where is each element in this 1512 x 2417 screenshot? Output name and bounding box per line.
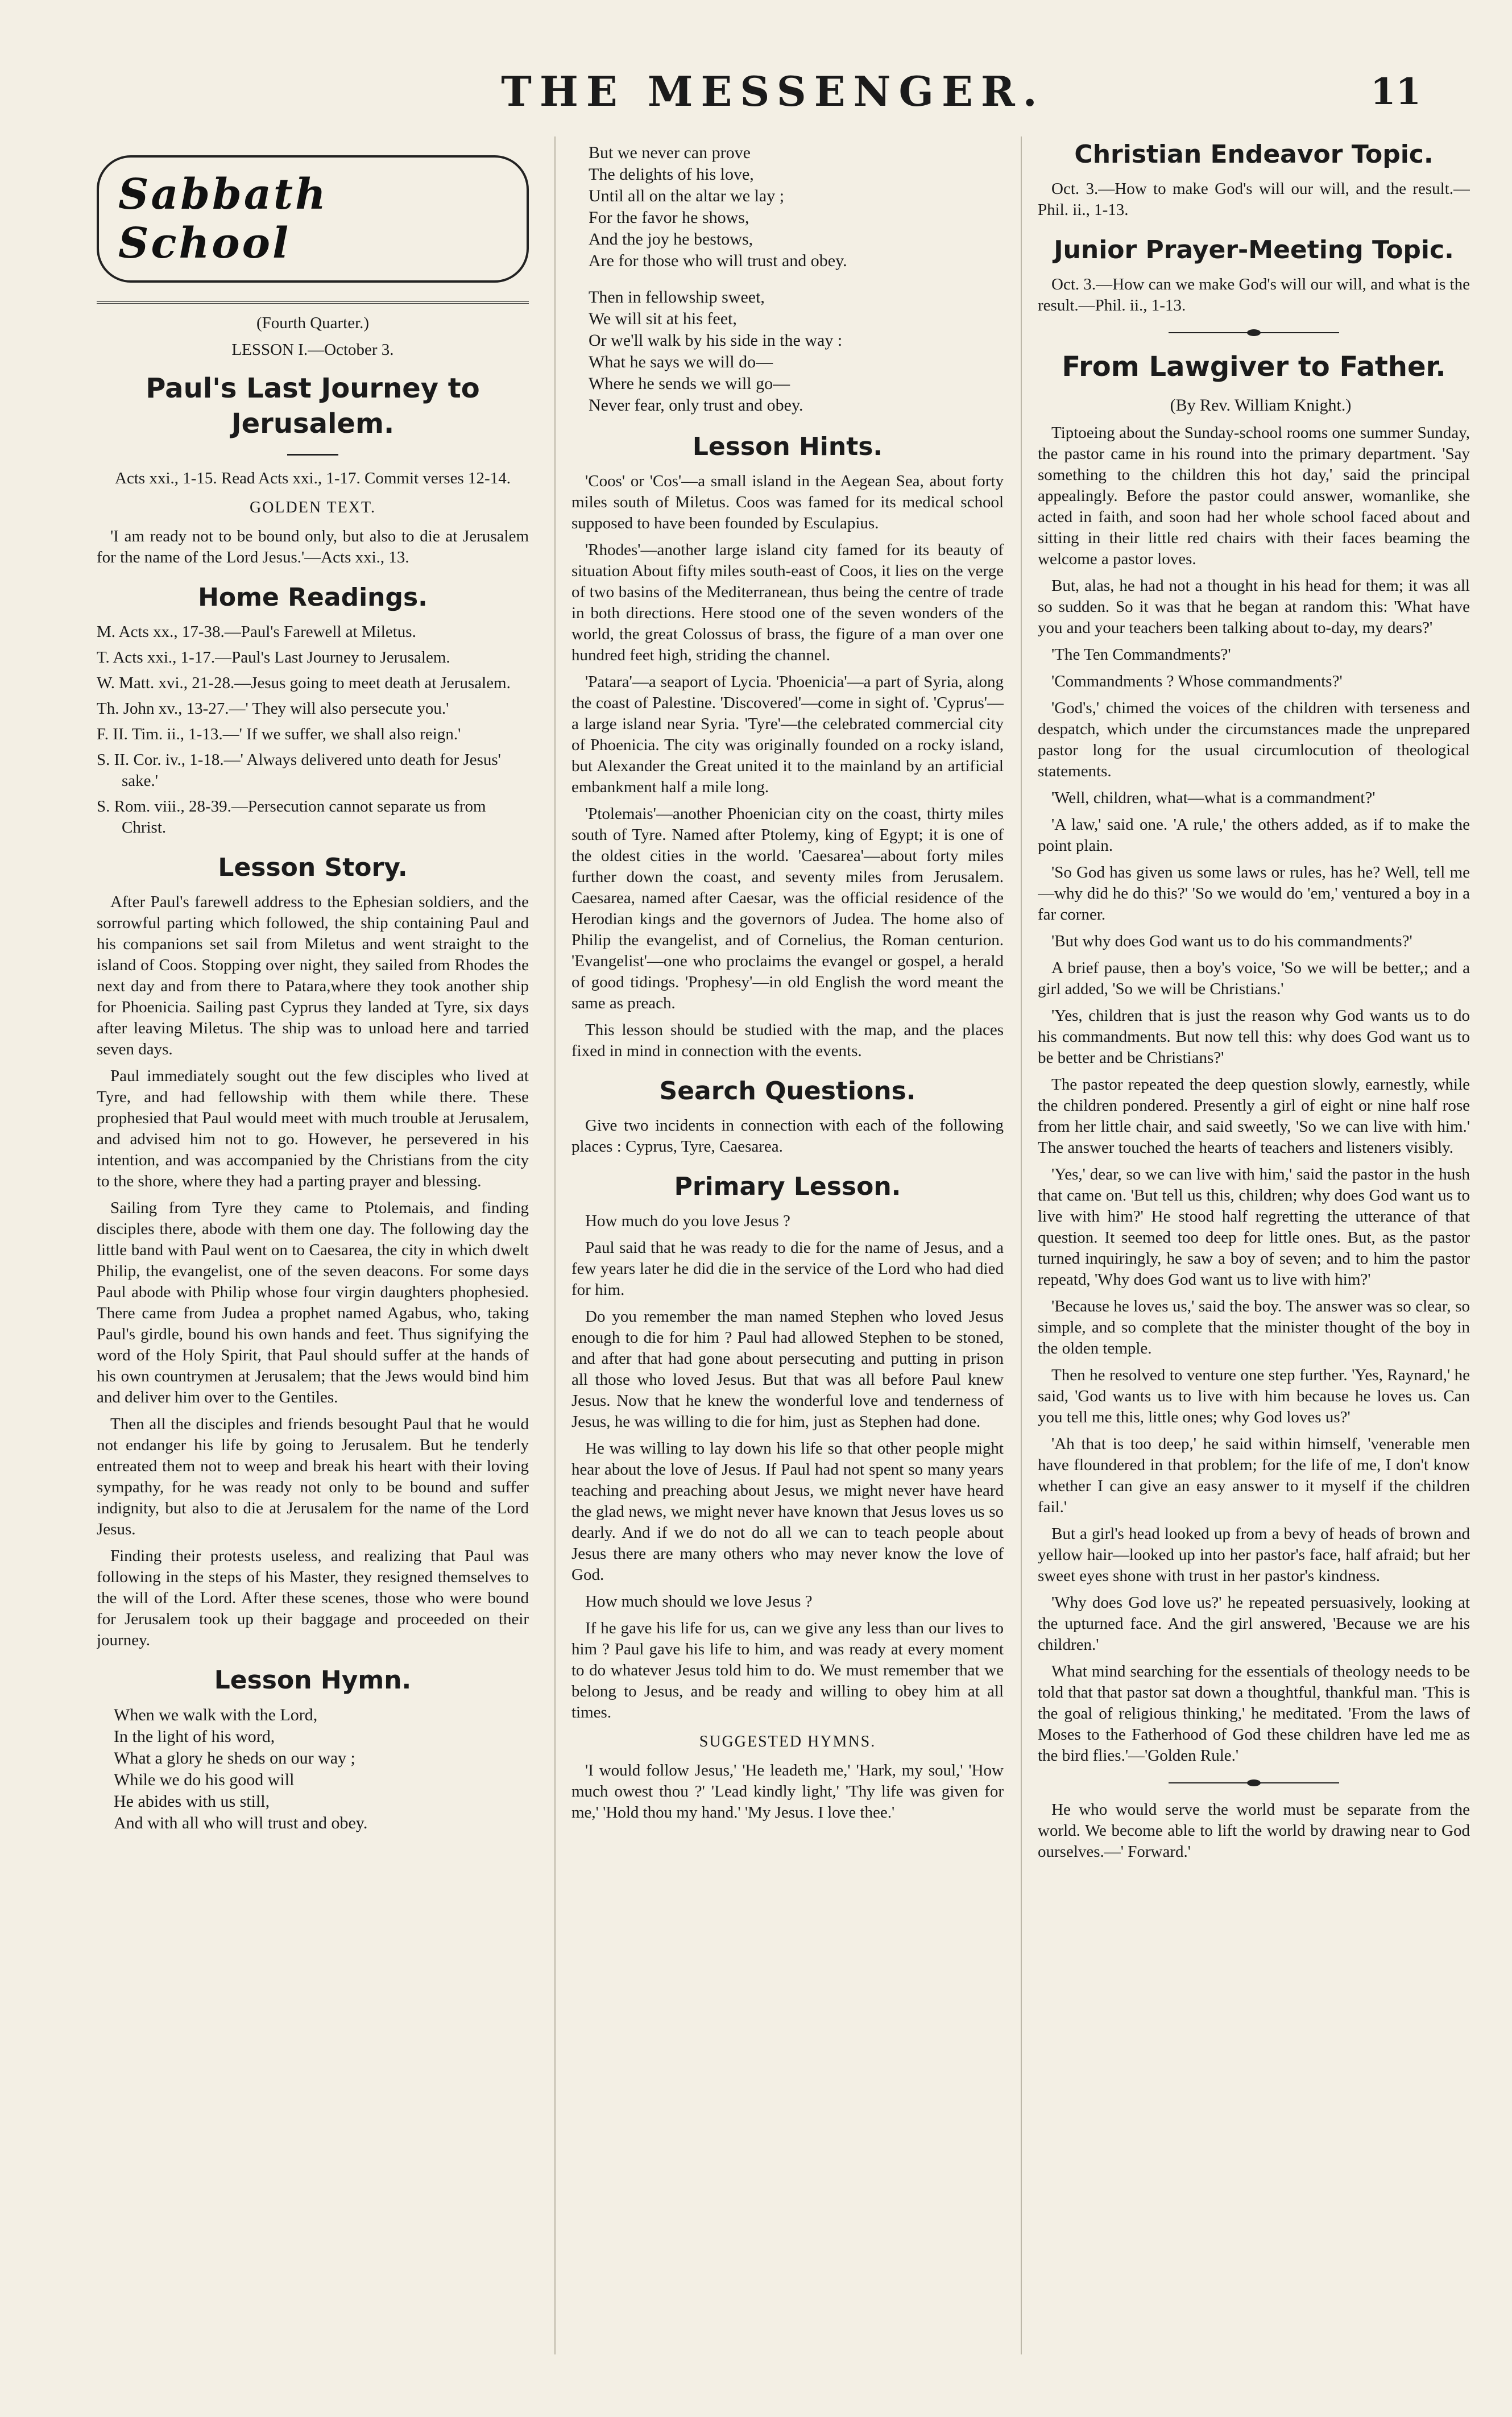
hymn-line: When we walk with the Lord, <box>114 1706 318 1724</box>
christian-endeavor-heading: Christian Endeavor Topic. <box>1074 140 1434 169</box>
hymn-verse <box>97 1704 529 1834</box>
hymn-line: But we never can prove <box>589 143 751 162</box>
home-reading-item: F. II. Tim. ii., 1-13.—' If we suffer, we shall also reign.' <box>97 725 461 743</box>
article-byline: (By Rev. William Knight.) <box>1170 396 1352 415</box>
hymn-line: We will sit at his feet, <box>589 309 737 328</box>
article-paragraph: 'Commandments ? Whose commandments?' <box>1051 672 1343 690</box>
home-reading-item: S. Rom. viii., 28-39.—Persecution cannot separate us from Christ. <box>97 797 486 837</box>
home-readings-heading: Home Readings. <box>198 583 428 612</box>
article-paragraph: 'A law,' said one. 'A rule,' the others added, as if to make the point plain. <box>1038 816 1470 855</box>
primary-paragraph: If he gave his life for us, can we give any less than our lives to him ? Paul gave his life to him, and was ready at every moment to do whatever Jesus told him to do. We must remember that we belong to Jesus, and be ready and willing to obey him at all times. <box>571 1619 1004 1721</box>
primary-paragraph: He was willing to lay down his life so that other people might hear about the love of Jesus. If Paul had not spent so many years teaching and preaching about Jesus, we might never have heard the glad news, we might never have known that Jesus loves us so dearly. And if we do not do all we can to teach people about Jesus there are many others who may never know the love of God. <box>571 1439 1004 1584</box>
hymn-line: Are for those who will trust and obey. <box>589 251 847 270</box>
newspaper-title: THE MESSENGER. <box>501 67 1045 115</box>
lesson-title: Paul's Last Journey to Jerusalem. <box>146 373 480 440</box>
home-reading-item: M. Acts xx., 17-38.—Paul's Farewell at Miletus. <box>97 623 416 641</box>
lesson-number: LESSON I.—October 3. <box>231 341 394 359</box>
article-paragraph: 'Yes,' dear, so we can live with him,' said the pastor in the hush that came on. 'But tell us this, children; why does God want us to live with him?' He stood half regretting the utterance of that question. It seemed too deep for little ones. But, as the pastor turned inquiringly, he saw a boy of seven; and to him the pastor repeatd, 'Why does God want us to live with him?' <box>1038 1165 1470 1289</box>
article-paragraph: But a girl's head looked up from a bevy of heads of brown and yellow hair—looked up into her pastor's face, half afraid; but her sweet eyes shone with trust in her pastor's kindness. <box>1038 1525 1470 1585</box>
closing-quote: He who would serve the world must be separate from the world. We become able to lift the world by drawing near to God ourselves.—' Forward.' <box>1038 1801 1470 1861</box>
story-paragraph: Paul immediately sought out the few disciples who lived at Tyre, and had fellowship with them while there. These prophesied that Paul would meet with much trouble at Jerusalem, and advised him not to go. However, he persevered in his intention, and was accompanied by the Christians from the city to the shore, where they had a parting prayer and blessing. <box>97 1067 529 1190</box>
article-paragraph: 'Yes, children that is just the reason why God wants us to do his commandments. But now tell this: why does God want us to be better and be Christians?' <box>1038 1007 1470 1067</box>
home-readings-list <box>97 622 529 838</box>
hymn-line: While we do his good will <box>114 1770 295 1789</box>
hint-paragraph: This lesson should be studied with the map, and the places fixed in mind in connection with the events. <box>571 1021 1004 1060</box>
hymn-line: And the joy he bestows, <box>589 230 753 249</box>
article-paragraph: Then he resolved to venture one step further. 'Yes, Raynard,' he said, 'God wants us to live with him because he loves us. Can you tell me this, little ones; why God loves us?' <box>1038 1366 1470 1426</box>
hint-paragraph: 'Rhodes'—another large island city famed for its beauty of situation About fifty miles south-east of Coos, it lies on the verge of two basins of the Mediterranean, thus being the centre of trade in both directions. Here stood one of the seven wonders of the world, the great Colossus of brass, the figure of a man over one hundred feet high, striding the channel. <box>571 541 1004 664</box>
article-paragraph: Tiptoeing about the Sunday-school rooms one summer Sunday, the pastor came in his round into the primary department. 'Say something to the children this hot day,' said the principal appealingly. Before the pastor could answer, womanlike, she acted in faith, and soon had her whole school faced about and sitting in their little red chairs with their faces beaming the welcome a pastor loves. <box>1038 424 1470 568</box>
primary-lesson-heading: Primary Lesson. <box>674 1172 901 1201</box>
section-divider <box>1169 1779 1339 1787</box>
hymn-line: Never fear, only trust and obey. <box>589 396 803 415</box>
golden-text-heading: GOLDEN TEXT. <box>249 499 376 516</box>
hint-paragraph: 'Patara'—a seaport of Lycia. 'Phoenicia'—a part of Syria, along the coast of Palestine. 'Discovered'—come in sight of. 'Cyprus'—a large island near Syria. 'Tyre'—the celebrated commercial city of Phoenicia. The city was originally founded on a rocky island, but Alexander the Great united it to the mainland by an artificial embankment half a mile long. <box>571 673 1004 796</box>
sabbath-school-logo <box>97 136 529 304</box>
page-number: 11 <box>1370 71 1421 113</box>
article-paragraph: 'Because he loves us,' said the boy. The answer was so clear, so simple, and so complete that the minister thought of the boy in the olden temple. <box>1038 1297 1470 1358</box>
hymn-line: For the favor he shows, <box>589 208 749 227</box>
article-paragraph: A brief pause, then a boy's voice, 'So we will be better,; and a girl added, 'So we will be Christians.' <box>1038 959 1470 998</box>
story-paragraph: Finding their protests useless, and realizing that Paul was following in the steps of his Master, they resigned themselves to the will of the Lord. After these scenes, those who were bound for Jerusalem took up their baggage and proceeded on their journey. <box>97 1547 529 1649</box>
suggested-hymns-heading: SUGGESTED HYMNS. <box>699 1733 876 1750</box>
search-questions-heading: Search Questions. <box>659 1077 916 1106</box>
column-2 <box>571 136 1004 2372</box>
story-paragraph: Then all the disciples and friends besought Paul that he would not endanger his life by going to Jerusalem. But he tenderly entreated them not to weep and break his heart with their loving sympathy, for he was ready not only to be bound and suffer indignity, but also to die at Jerusalem for the name of the Lord Jesus. <box>97 1415 529 1538</box>
quarter-label: (Fourth Quarter.) <box>256 314 370 332</box>
article-paragraph: 'The Ten Commandments?' <box>1051 645 1231 664</box>
hymn-line: What a glory he sheds on our way ; <box>114 1749 355 1768</box>
article-title: From Lawgiver to Father. <box>1062 351 1446 383</box>
hymn-line: The delights of his love, <box>589 165 754 184</box>
hymn-line: Then in fellowship sweet, <box>589 288 765 307</box>
story-paragraph: Sailing from Tyre they came to Ptolemais, and finding disciples there, abode with them one day. The following day the little band with Paul went on to Caesarea, the city in which dwelt Philip, the evangelist, one of the seven deacons. For some days Paul abode with Philip whose four virgin daughters phophesied. There came from Judea a prophet named Agabus, who, taking Paul's girdle, bound his own hands and feet. Thus signifying the word of the Holy Spirit, that Paul should suffer at the hands of his own countrymen at Jerusalem; that the Jews would bind him and deliver him over to the Gentiles. <box>97 1199 529 1406</box>
hymn-line: Or we'll walk by his side in the way : <box>589 331 843 350</box>
hint-paragraph: 'Ptolemais'—another Phoenician city on the coast, thirty miles south of Tyre. Named after Ptolemy, king of Egypt; it is one of the oldest cities in the world. 'Caesarea'—about forty miles further down the coast, and seventy miles from Jerusalem. Caesarea, named after Caesar, was the official residence of the Herodian kings and the governors of Judea. The home also of Philip the evangelist, and of Cornelius, the Roman centurion. 'Evangelist'—one who proclaims the evangel or gospel, a herald of good tidings. 'Prophesy'—in old English the word meant the same as preach. <box>571 805 1004 1012</box>
section-divider <box>1169 329 1339 337</box>
primary-paragraph: How much should we love Jesus ? <box>585 1592 813 1611</box>
suggested-hymns-text: 'I would follow Jesus,' 'He leadeth me,' 'Hark, my soul,' 'How much owest thou ?' 'Lead kindly light,' 'Thy life was given for me,' 'Hold thou my hand.' 'My Jesus. I love thee.' <box>571 1761 1004 1822</box>
hymn-line: What he says we will do— <box>589 353 773 371</box>
lesson-story-heading: Lesson Story. <box>218 853 408 882</box>
hymn-line: Where he sends we will go— <box>589 374 790 393</box>
column-divider-right <box>1021 136 1022 2354</box>
lesson-hymn-heading: Lesson Hymn. <box>214 1666 412 1695</box>
article-paragraph: The pastor repeated the deep question slowly, earnestly, while the children pondered. Presently a girl of eight or nine half rose from her little chair, and said sweetly, 'So we can live with him.' The answer touched the hearts of teachers and listeners visibly. <box>1038 1075 1470 1157</box>
masthead-bar <box>102 67 1444 133</box>
column-3 <box>1038 136 1470 2372</box>
primary-paragraph: How much do you love Jesus ? <box>585 1212 790 1230</box>
search-questions-text: Give two incidents in connection with each of the following places : Cyprus, Tyre, Caesarea. <box>571 1116 1004 1156</box>
hymn-line: In the light of his word, <box>114 1727 275 1746</box>
hymn-verse <box>571 287 1004 416</box>
lesson-hints-heading: Lesson Hints. <box>692 432 883 461</box>
junior-prayer-text: Oct. 3.—How can we make God's will our will, and what is the result.—Phil. ii., 1-13. <box>1038 275 1470 314</box>
christian-endeavor-text: Oct. 3.—How to make God's will our will, and the result.—Phil. ii., 1-13. <box>1038 180 1470 219</box>
reading-reference: Acts xxi., 1-15. Read Acts xxi., 1-17. Commit verses 12-14. <box>115 469 511 487</box>
article-paragraph: 'Why does God love us?' he repeated persuasively, looking at the upturned face. And the girl answered, 'Because we are his children.' <box>1038 1594 1470 1654</box>
article-paragraph: 'So God has given us some laws or rules, has he? Well, tell me—why did he do this?' 'So we would do 'em,' ventured a boy in a far corner. <box>1038 863 1470 924</box>
article-paragraph: What mind searching for the essentials of theology needs to be told that that pastor sat down a thoughtful, thankful man. 'This is the goal of religious thinking,' he meditated. 'From the laws of Moses to the Fatherhood of God these children have led me as the bird flies.'—'Golden Rule.' <box>1038 1662 1470 1765</box>
hymn-line: Until all on the altar we lay ; <box>589 187 785 205</box>
column-1 <box>97 136 529 2372</box>
article-paragraph: But, alas, he had not a thought in his head for them; it was all so sudden. So it was that he began at random this: 'What have you and your teachers been talking about to-day, my dears?' <box>1038 577 1470 637</box>
article-paragraph: 'Well, children, what—what is a commandment?' <box>1051 789 1376 807</box>
article-paragraph: 'God's,' chimed the voices of the children with terseness and despatch, which under the circumstances made the unprepared pastor long for the usual circumlocution of theological statements. <box>1038 699 1470 780</box>
logo-lettering: Sabbath School <box>97 155 529 283</box>
title-rule <box>287 454 338 456</box>
primary-paragraph: Paul said that he was ready to die for the name of Jesus, and a few years later he did die in the service of the Lord who had died for him. <box>571 1239 1004 1299</box>
column-divider-left <box>554 136 556 2354</box>
hymn-line: He abides with us still, <box>114 1792 270 1811</box>
primary-paragraph: Do you remember the man named Stephen who loved Jesus enough to die for him ? Paul had allowed Stephen to be stoned, and after that had gone about persecuting and putting in prison all those who loved Jesus. But that was all before Paul knew Jesus. Now that he knew the wonderful love and tenderness of Jesus, he was willing to die for him, just as Stephen had done. <box>571 1307 1004 1431</box>
home-reading-item: Th. John xv., 13-27.—' They will also persecute you.' <box>97 700 449 718</box>
hint-paragraph: 'Coos' or 'Cos'—a small island in the Aegean Sea, about forty miles south of Miletus. Coos was famed for its medical school supposed to have been founded by Esculapius. <box>571 472 1004 532</box>
golden-text: 'I am ready not to be bound only, but also to die at Jerusalem for the name of the Lord Jesus.'—Acts xxi., 13. <box>97 527 529 566</box>
home-reading-item: S. II. Cor. iv., 1-18.—' Always delivered unto death for Jesus' sake.' <box>97 751 501 790</box>
home-reading-item: W. Matt. xvi., 21-28.—Jesus going to meet death at Jerusalem. <box>97 674 511 692</box>
junior-prayer-heading: Junior Prayer-Meeting Topic. <box>1054 235 1454 264</box>
story-paragraph: After Paul's farewell address to the Ephesian soldiers, and the sorrowful parting which followed, the ship containing Paul and his companions set sail from Miletus and went straight to the island of Coos. Stopping over night, they sailed from Rhodes the next day and from there to Patara,where they took another ship for Phoenicia. Sailing past Cyprus they landed at Tyre, six days after leaving Miletus. The ship was to unload here and tarried seven days. <box>97 893 529 1058</box>
article-paragraph: 'But why does God want us to do his commandments?' <box>1051 932 1412 950</box>
hymn-verse <box>571 142 1004 272</box>
hymn-line: And with all who will trust and obey. <box>114 1814 368 1832</box>
article-paragraph: 'Ah that is too deep,' he said within himself, 'venerable men have floundered in that problem; for the life of me, I don't know whether I can give an easy answer to it myself if the children fail.' <box>1038 1435 1470 1516</box>
home-reading-item: T. Acts xxi., 1-17.—Paul's Last Journey to Jerusalem. <box>97 648 450 667</box>
